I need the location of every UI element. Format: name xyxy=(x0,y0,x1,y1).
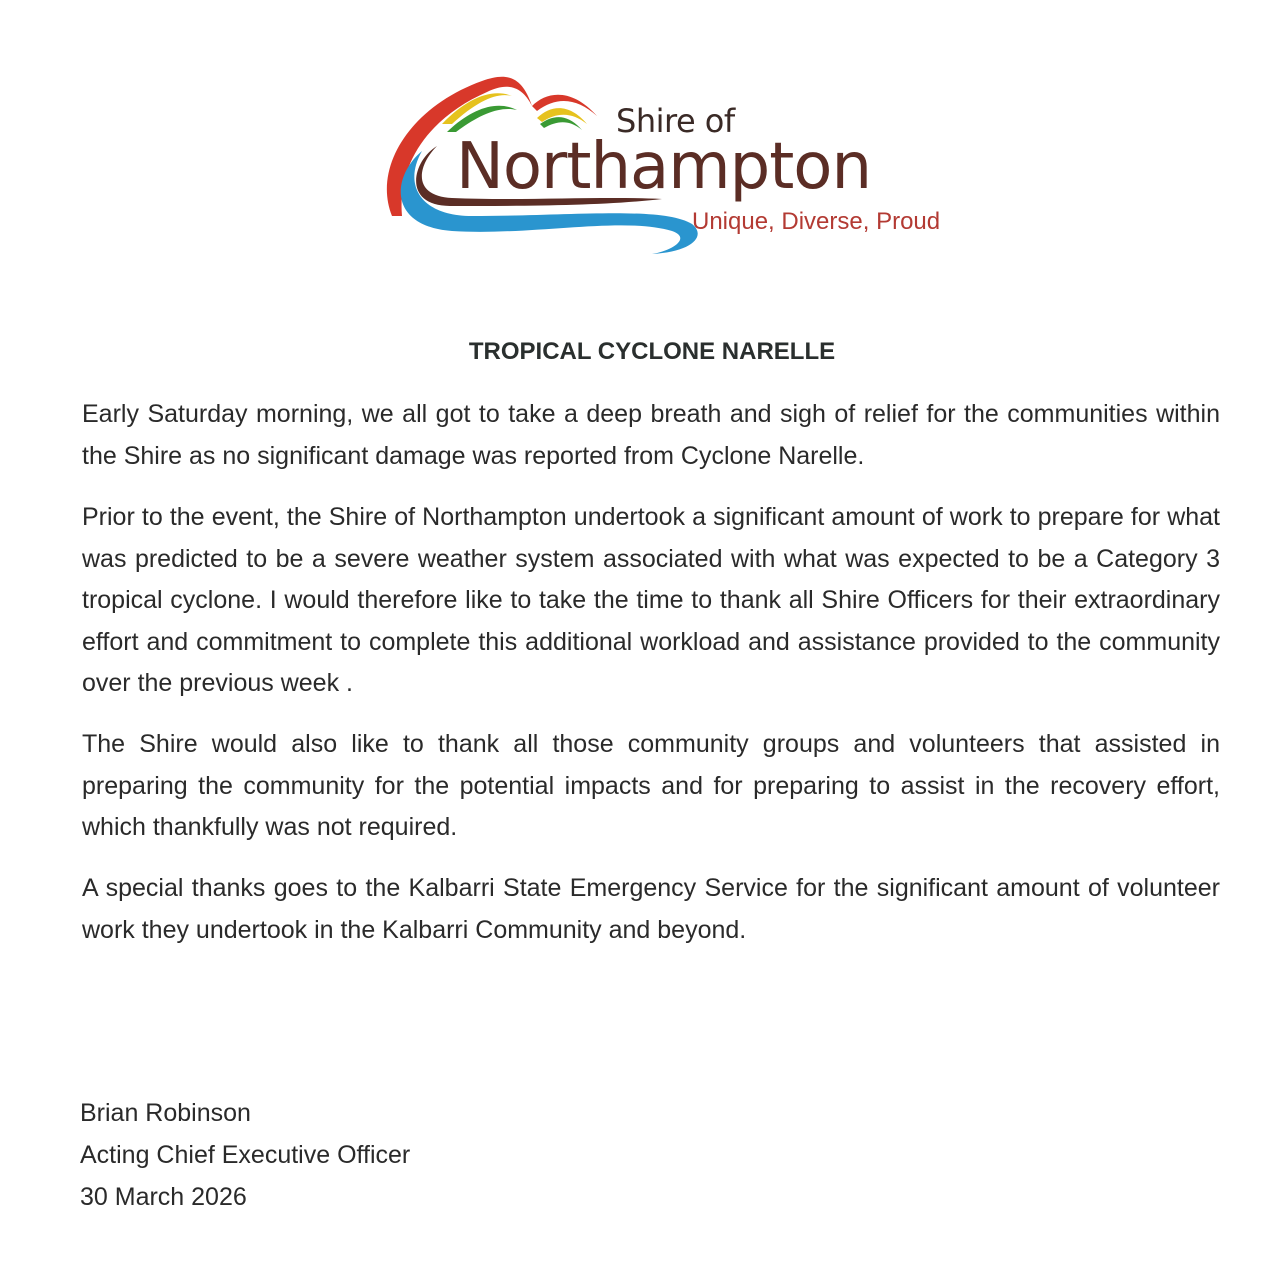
signatory-name: Brian Robinson xyxy=(80,1099,251,1127)
paragraph-3: The Shire would also like to thank all those community groups and volunteers that assisted in preparing the community for the potential impacts and for preparing to assist in the recovery effort, which thankfully was not required. xyxy=(82,730,1220,841)
paragraph-2: Prior to the event, the Shire of Northampton undertook a significant amount of work to prepare for what was predicted to be a severe weather system associated with what was expected to be a Category 3 tropical cyclone. I would therefore like to take the time to thank all Shire Officers for their extraordinary effort and commitment to complete this additional workload and assistance provided to the community over the previous week . xyxy=(82,503,1220,697)
logo-northampton-text: Northampton xyxy=(456,130,871,204)
document-date: 30 March 2026 xyxy=(80,1183,247,1211)
signature-block xyxy=(80,1092,410,1218)
signatory-role: Acting Chief Executive Officer xyxy=(80,1141,411,1169)
logo-tagline: Unique, Diverse, Proud xyxy=(692,208,941,235)
paragraph-4: A special thanks goes to the Kalbarri State Emergency Service for the significant amount of volunteer work they undertook in the Kalbarri Community and beyond. xyxy=(82,874,1220,944)
paragraph-1: Early Saturday morning, we all got to take a deep breath and sigh of relief for the communities within the Shire as no significant damage was reported from Cyclone Narelle. xyxy=(82,400,1220,470)
logo-shire-of-text: Shire of xyxy=(616,102,735,140)
document-title: TROPICAL CYCLONE NARELLE xyxy=(468,338,836,365)
shire-logo xyxy=(372,66,952,266)
